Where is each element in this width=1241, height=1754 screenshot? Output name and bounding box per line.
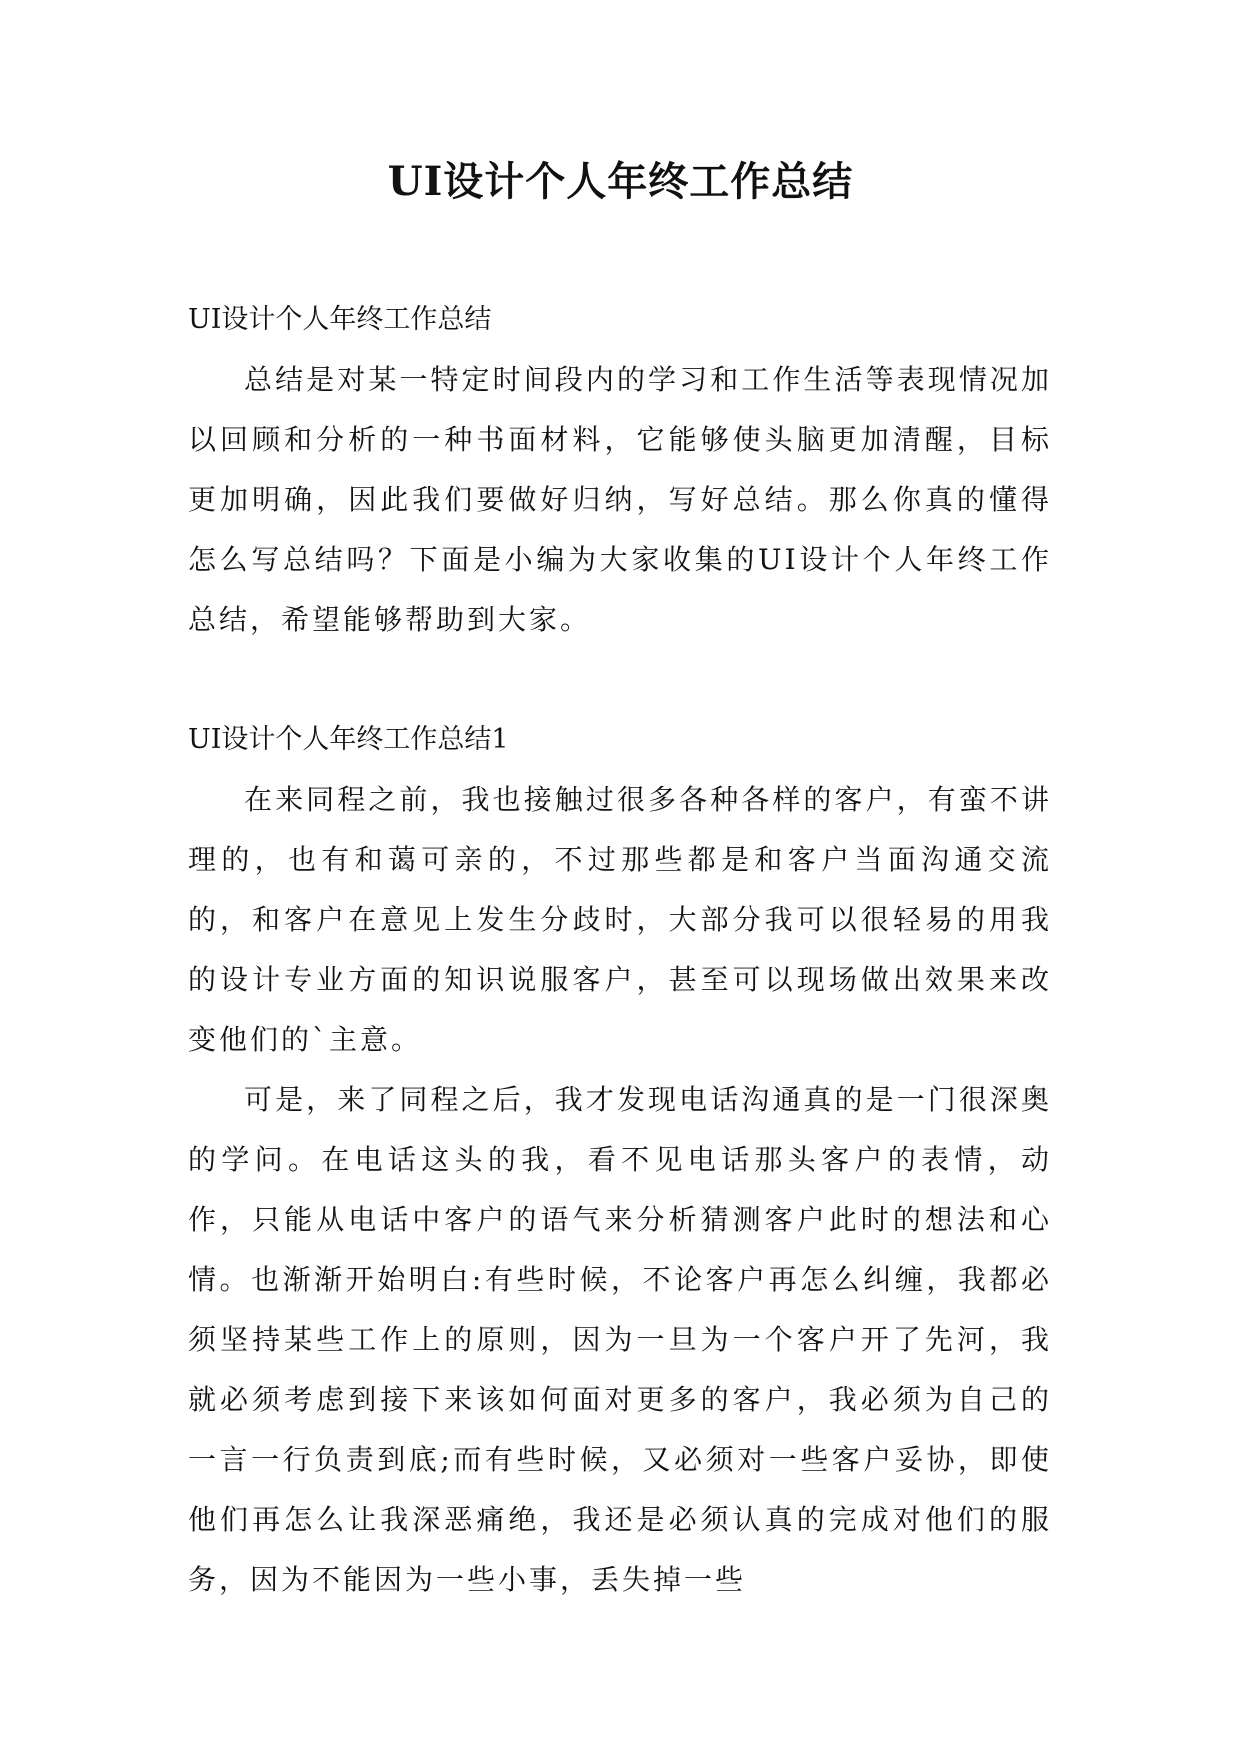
- section-spacer: [188, 650, 1052, 710]
- section1-paragraph-2: 可是，来了同程之后，我才发现电话沟通真的是一门很深奥的学问。在电话这头的我，看不见电话那头客户的表情，动作，只能从电话中客户的语气来分析猜测客户此时的想法和心情。也渐渐开始明白:有些时候，不论客户再怎么纠缠，我都必须坚持某些工作上的原则，因为一旦为一个客户开了先河，我就必须考虑到接下来该如何面对更多的客户，我必须为自己的一言一行负责到底;而有些时候，又必须对一些客户妥协，即使他们再怎么让我深恶痛绝，我还是必须认真的完成对他们的服务，因为不能因为一些小事，丢失掉一些: [188, 1083, 1052, 1596]
- section1-heading: UI设计个人年终工作总结1: [188, 724, 509, 755]
- document-title: UI设计个人年终工作总结: [387, 158, 854, 205]
- section1-paragraph-1: 在来同程之前，我也接触过很多各种各样的客户，有蛮不讲理的，也有和蔼可亲的，不过那些都是和客户当面沟通交流的，和客户在意见上发生分歧时，大部分我可以很轻易的用我的设计专业方面的知识说服客户，甚至可以现场做出效果来改变他们的`主意。: [188, 783, 1052, 1056]
- intro-heading: UI设计个人年终工作总结: [188, 304, 492, 335]
- document-body: [188, 290, 1052, 1610]
- intro-paragraph: 总结是对某一特定时间段内的学习和工作生活等表现情况加以回顾和分析的一种书面材料，它能够使头脑更加清醒，目标更加明确，因此我们要做好归纳，写好总结。那么你真的懂得怎么写总结吗？下面是小编为大家收集的UI设计个人年终工作总结，希望能够帮助到大家。: [188, 363, 1052, 636]
